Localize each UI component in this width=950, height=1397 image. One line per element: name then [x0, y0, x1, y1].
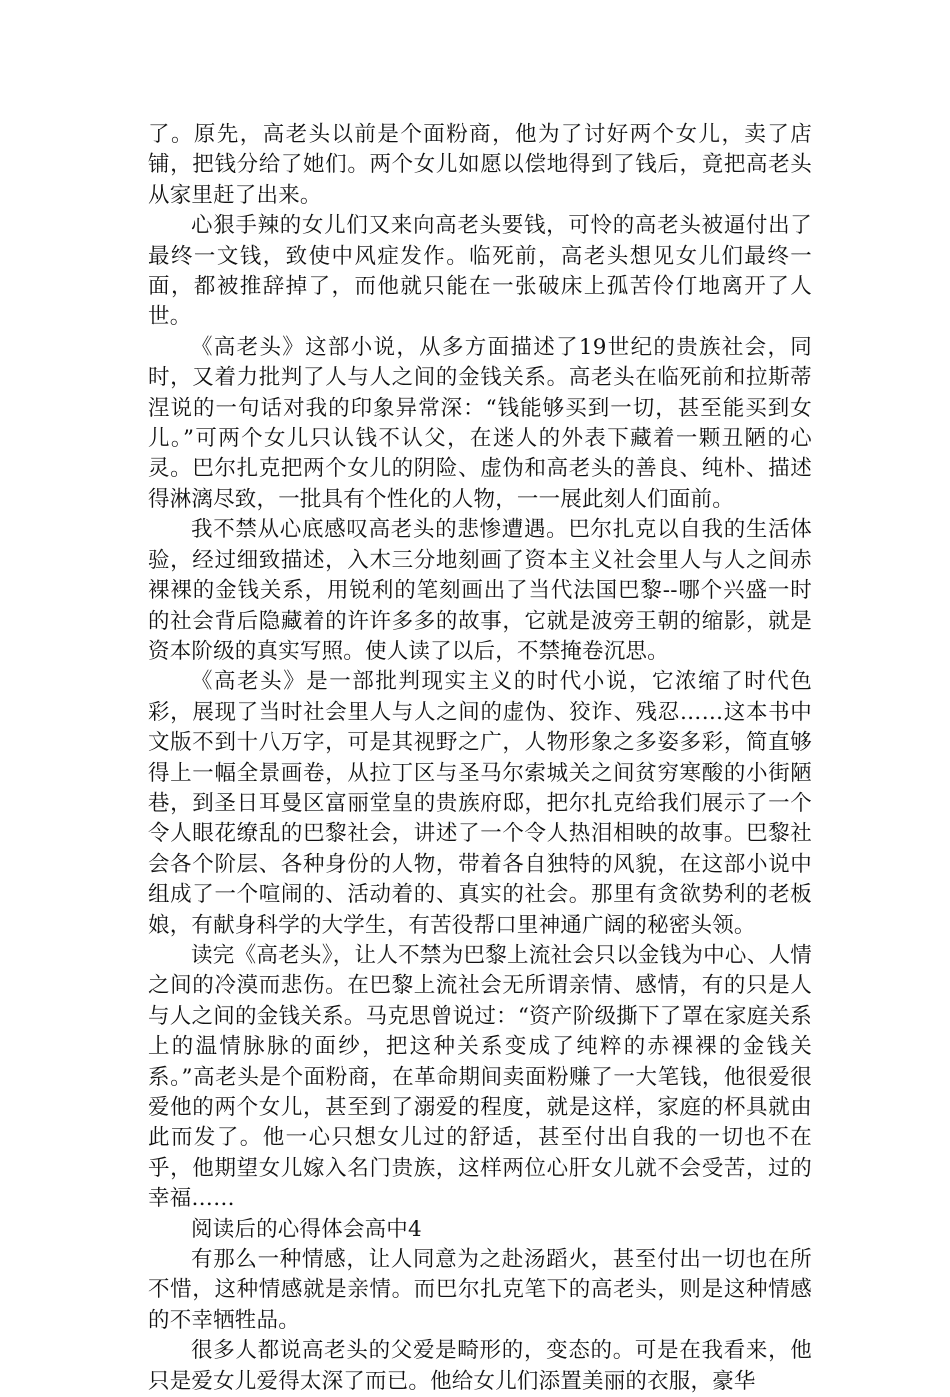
paragraph-4: 我不禁从心底感叹高老头的悲惨遭遇。巴尔扎克以自我的生活体验，经过细致描述，入木三分地刻画了资本主义社会里人与人之间赤裸裸的金钱关系，用锐利的笔刻画出了当代法国巴黎--哪个兴盛一时的社会背后隐藏着的许许多多的故事，它就是波旁王朝的缩影，就是资本阶级的真实写照。使人读了以后，不禁掩卷沉思。 [148, 517, 812, 664]
paragraph-2: 心狠手辣的女儿们又来向高老头要钱，可怜的高老头被逼付出了最终一文钱，致使中风症发作。临死前，高老头想见女儿们最终一面，都被推辞掉了，而他就只能在一张破床上孤苦伶仃地离开了人世。 [148, 213, 812, 330]
section-heading: 阅读后的心得体会高中4 [191, 1216, 422, 1242]
paragraph-3: 《高老头》这部小说，从多方面描述了19世纪的贵族社会，同时，又着力批判了人与人之间的金钱关系。高老头在临死前和拉斯蒂涅说的一句话对我的印象异常深：“钱能够买到一切，甚至能买到女儿。”可两个女儿只认钱不认父，在迷人的外表下藏着一颗丑陋的心灵。巴尔扎克把两个女儿的阴险、虚伪和高老头的善良、纯朴、描述得淋漓尽致，一批具有个性化的人物，一一展此刻人们面前。 [148, 334, 812, 512]
paragraph-7: 有那么一种情感，让人同意为之赴汤蹈火，甚至付出一切也在所不惜，这种情感就是亲情。而巴尔扎克笔下的高老头，则是这种情感的不幸牺牲品。 [148, 1247, 812, 1333]
paragraph-5: 《高老头》是一部批判现实主义的时代小说，它浓缩了时代色彩，展现了当时社会里人与人之间的虚伪、狡诈、残忍……这本书中文版不到十八万字，可是其视野之广，人物形象之多姿多彩，简直够得上一幅全景画卷，从拉丁区与圣马尔索城关之间贫穷寒酸的小街陋巷，到圣日耳曼区富丽堂皇的贵族府邸，把尔扎克给我们展示了一个令人眼花缭乱的巴黎社会，讲述了一个令人热泪相映的故事。巴黎社会各个阶层、各种身份的人物，带着各自独特的风貌，在这部小说中组成了一个喧闹的、活动着的、真实的社会。那里有贪欲势利的老板娘，有献身科学的大学生，有苦役帮口里神通广阔的秘密头领。 [148, 669, 812, 938]
paragraph-1: 了。原先，高老头以前是个面粉商，他为了讨好两个女儿，卖了店铺，把钱分给了她们。两个女儿如愿以偿地得到了钱后，竟把高老头从家里赶了出来。 [148, 122, 812, 208]
paragraph-6: 读完《高老头》，让人不禁为巴黎上流社会只以金钱为中心、人情之间的冷漠而悲伤。在巴黎上流社会无所谓亲情、感情，有的只是人与人之间的金钱关系。马克思曾说过：“资产阶级撕下了罩在家庭关系上的温情脉脉的面纱，把这种关系变成了纯粹的赤裸裸的金钱关系。”高老头是个面粉商，在革命期间卖面粉赚了一大笔钱，他很爱很爱他的两个女儿，甚至到了溺爱的程度，就是这样，家庭的杯具就由此而发了。他一心只想女儿过的舒适，甚至付出自我的一切也不在乎，他期望女儿嫁入名门贵族，这样两位心肝女儿就不会受苦，过的幸福…… [148, 942, 812, 1212]
document-body [148, 120, 812, 1397]
paragraph-8: 很多人都说高老头的父爱是畸形的，变态的。可是在我看来，他只是爱女儿爱得太深了而已。他给女儿们添置美丽的衣服，豪华 [148, 1338, 812, 1394]
